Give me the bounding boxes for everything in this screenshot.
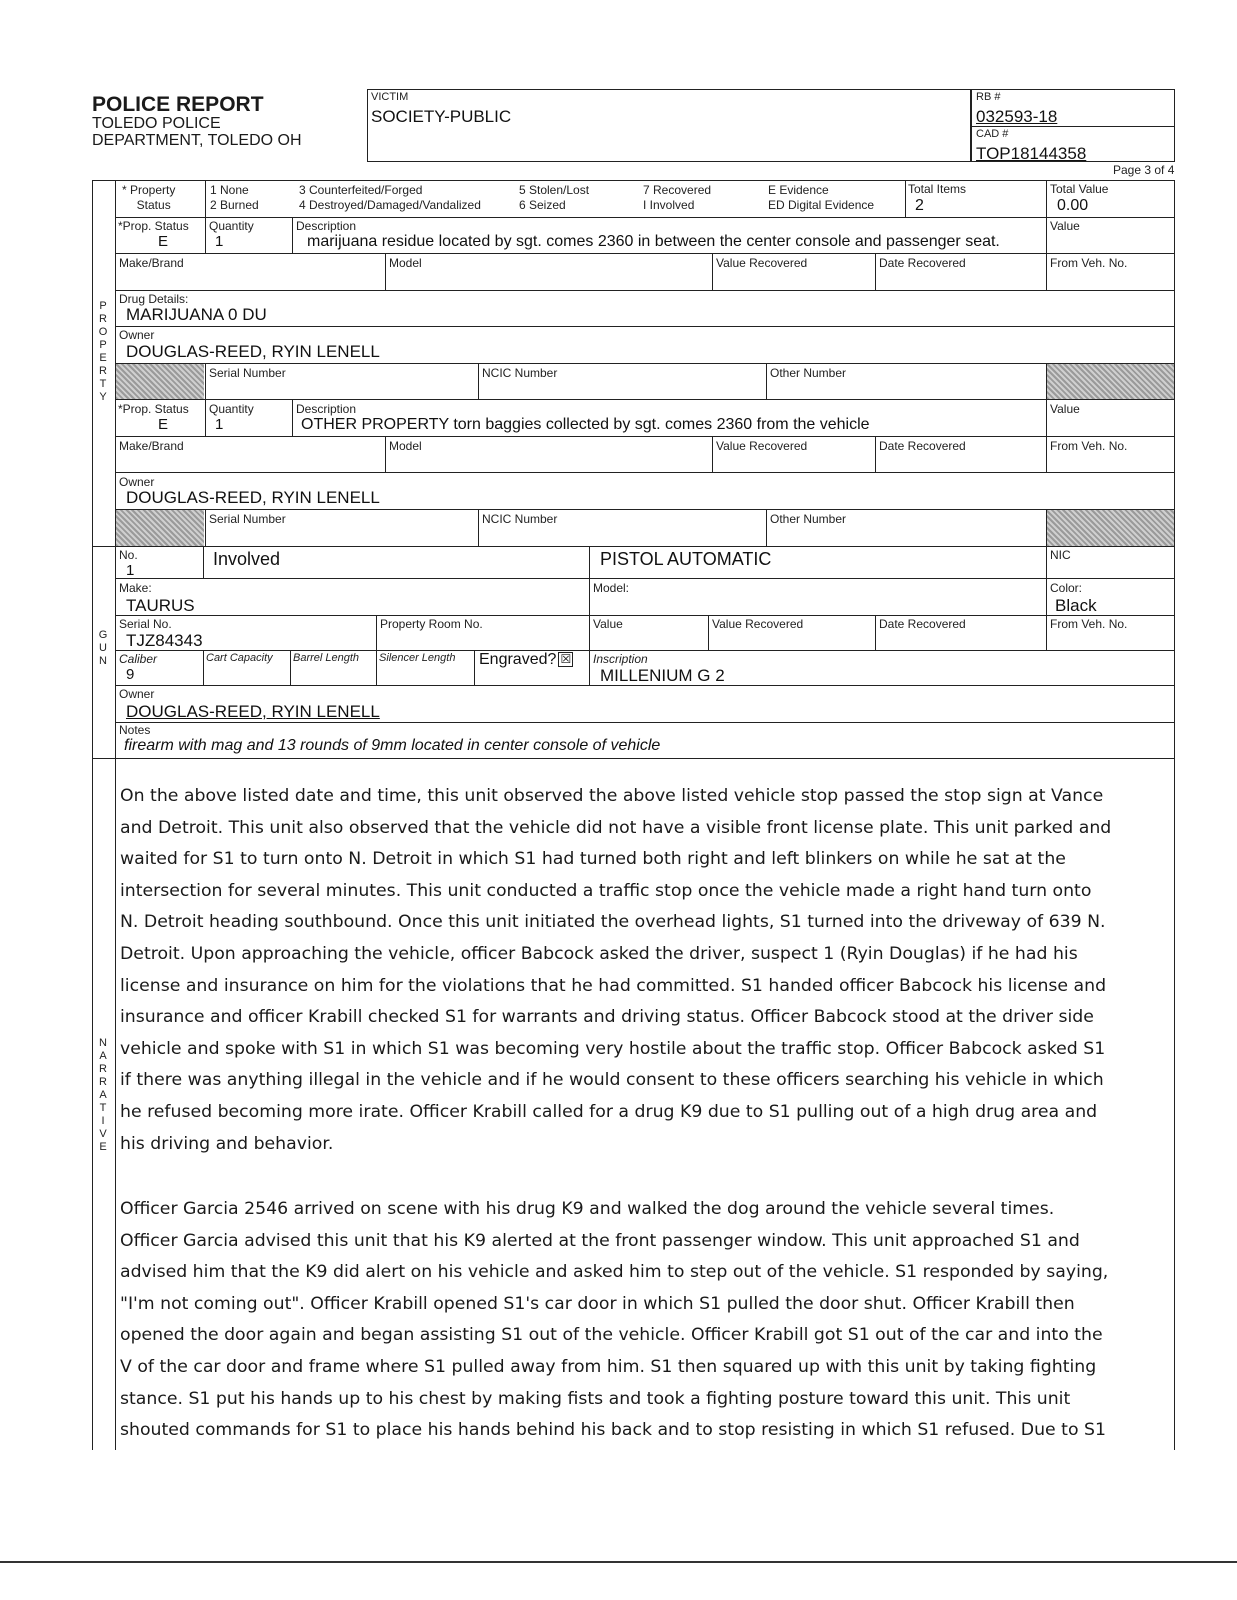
p1-owner-label: Owner	[119, 328, 155, 342]
gun-color-label: Color:	[1050, 581, 1083, 595]
p2-owner-label: Owner	[119, 475, 155, 489]
department-line-1: TOLEDO POLICE	[92, 115, 221, 132]
narrative-line: intersection for several minutes. This unit conducted a traffic stop once the vehicle made a right hand turn onto	[120, 880, 1092, 901]
p1-other-number-label: Other Number	[770, 366, 847, 380]
gun-property-room-label: Property Room No.	[380, 617, 483, 631]
department-line-2: DEPARTMENT, TOLEDO OH	[92, 132, 302, 149]
narrative-line: his driving and behavior.	[120, 1133, 334, 1154]
gun-value-recovered-label: Value Recovered	[712, 617, 804, 631]
p1-quantity-value: 1	[215, 233, 224, 250]
narrative-line: waited for S1 to turn onto N. Detroit in which S1 had turned both right and left blinkers on while he sat at the	[120, 849, 1066, 870]
narrative-line: opened the door again and began assisting S1 out of the vehicle. Officer Krabill got S1 out of the car and into the	[120, 1325, 1103, 1346]
gun-inscription-label: Inscription	[593, 652, 648, 666]
gun-inscription-value: MILLENIUM G 2	[600, 666, 725, 685]
p1-status-label: *Prop. Status	[118, 219, 189, 233]
p2-owner-value: DOUGLAS-REED, RYIN LENELL	[126, 488, 380, 507]
narrative-line: Detroit. Upon approaching the vehicle, officer Babcock asked the driver, suspect 1 (Ryin Douglas) if he had his	[120, 943, 1078, 964]
gun-owner-value: DOUGLAS-REED, RYIN LENELL	[126, 702, 380, 721]
p2-other-number-label: Other Number	[770, 512, 847, 526]
total-value-value: 0.00	[1057, 197, 1089, 214]
p2-value-label: Value	[1050, 402, 1080, 416]
p2-make-label: Make/Brand	[119, 439, 184, 453]
gun-date-recovered-label: Date Recovered	[879, 617, 966, 631]
gun-serial-label: Serial No.	[119, 617, 172, 631]
report-title: POLICE REPORT	[92, 93, 264, 116]
p2-ncic-label: NCIC Number	[482, 512, 558, 526]
p1-quantity-label: Quantity	[209, 219, 254, 233]
status-code-4: 4 Destroyed/Damaged/Vandalized	[299, 198, 481, 212]
p1-value-label: Value	[1050, 219, 1080, 233]
p2-description-label: Description	[296, 402, 357, 416]
p2-from-veh-label: From Veh. No.	[1050, 439, 1128, 453]
narrative-line: shouted commands for S1 to place his hands behind his back and to stop resisting in which S1 refused. Due to S1	[120, 1420, 1106, 1441]
p2-description-value: OTHER PROPERTY torn baggies collected by sgt. comes 2360 from the vehicle	[301, 416, 870, 433]
page-bottom-rule	[0, 1561, 1237, 1563]
cad-label: CAD #	[976, 128, 1009, 140]
p1-drug-value: MARIJUANA 0 DU	[126, 305, 267, 324]
p1-from-veh-label: From Veh. No.	[1050, 256, 1128, 270]
gun-color-value: Black	[1055, 596, 1097, 615]
gun-no-label: No.	[119, 548, 138, 562]
narrative-line: he refused becoming more irate. Officer Krabill called for a drug K9 due to S1 pulling out of a high drug area and	[120, 1101, 1098, 1122]
gun-owner-label: Owner	[119, 687, 155, 701]
p1-description-label: Description	[296, 219, 357, 233]
narrative-line: advised him that the K9 did alert on his vehicle and asked him to step out of the vehicle. S1 responded by saying,	[120, 1262, 1109, 1283]
p1-shaded-cell-left	[116, 364, 204, 399]
gun-model-label: Model:	[593, 581, 630, 595]
narrative-line: N. Detroit heading southbound. Once this unit initiated the overhead lights, S1 turned into the driveway of 639 N.	[120, 912, 1106, 933]
status-code-e: E Evidence	[768, 183, 829, 197]
p1-date-recovered-label: Date Recovered	[879, 256, 966, 270]
p2-serial-label: Serial Number	[209, 512, 286, 526]
p2-quantity-label: Quantity	[209, 402, 254, 416]
property-section-label: P R O P E R T Y	[98, 300, 108, 403]
narrative-section-label: N A R R A T I V E	[99, 1037, 107, 1153]
status-code-1: 1 None	[210, 183, 249, 197]
narrative-line: Officer Garcia 2546 arrived on scene with his drug K9 and walked the dog around the vehicle several times.	[120, 1199, 1055, 1219]
gun-section-label: G U N	[98, 629, 108, 667]
gun-from-veh-label: From Veh. No.	[1050, 617, 1128, 631]
status-legend-label: * Property Status	[122, 183, 176, 212]
gun-serial-value: TJZ84343	[126, 631, 203, 650]
status-code-5: 5 Stolen/Lost	[519, 183, 590, 197]
narrative-line: if there was anything illegal in the vehicle and if he would consent to these officers searching his vehicle in which	[120, 1070, 1104, 1091]
narrative-line: and Detroit. This unit also observed that the vehicle did not have a visible front license plate. This unit parked and	[120, 817, 1112, 838]
p2-status-value: E	[158, 416, 169, 433]
gun-barrel-length-label: Barrel Length	[293, 652, 360, 664]
gun-nic-label: NIC	[1050, 548, 1071, 562]
gun-notes-value: firearm with mag and 13 rounds of 9mm located in center console of vehicle	[124, 737, 661, 754]
status-code-2: 2 Burned	[210, 198, 259, 212]
rb-number: 032593-18	[976, 107, 1058, 126]
p1-description-value: marijuana residue located by sgt. comes 2360 in between the center console and passenger seat.	[307, 233, 1000, 250]
p1-shaded-cell-right	[1047, 364, 1174, 399]
p1-ncic-label: NCIC Number	[482, 366, 558, 380]
engraved-checkbox[interactable]: ☒	[558, 652, 573, 667]
p2-date-recovered-label: Date Recovered	[879, 439, 966, 453]
status-code-6: 6 Seized	[519, 198, 566, 212]
narrative-line: license and insurance on him for the violations that he had committed. S1 handed officer Babcock his license and	[120, 975, 1107, 996]
gun-engraved-label: Engraved? ☒	[479, 651, 573, 669]
narrative-line: Officer Garcia advised this unit that his K9 alerted at the front passenger window. This unit approached S1 and	[120, 1230, 1080, 1251]
gun-caliber-label: Caliber	[119, 652, 158, 666]
gun-value-label: Value	[593, 617, 623, 631]
narrative-line: V of the car door and frame where S1 pulled away from him. S1 then squared up with this unit by taking fighting	[120, 1356, 1097, 1377]
gun-type-value: PISTOL AUTOMATIC	[600, 549, 772, 569]
p2-status-label: *Prop. Status	[118, 402, 189, 416]
p1-owner-value: DOUGLAS-REED, RYIN LENELL	[126, 342, 380, 361]
narrative-line: insurance and officer Krabill checked S1 for warrants and driving status. Officer Babcock stood at the driver side	[120, 1007, 1094, 1028]
total-items-label: Total Items	[908, 182, 967, 196]
status-code-3: 3 Counterfeited/Forged	[299, 183, 423, 197]
page-number: Page 3 of 4	[1113, 163, 1175, 177]
p1-serial-label: Serial Number	[209, 366, 286, 380]
gun-status-value: Involved	[213, 549, 281, 569]
p1-model-label: Model	[389, 256, 422, 270]
total-value-label: Total Value	[1050, 182, 1109, 196]
narrative-line: vehicle and spoke with S1 in which S1 was becoming very hostile about the traffic stop. Officer Babcock asked S1	[120, 1038, 1106, 1059]
gun-make-value: TAURUS	[126, 596, 195, 615]
narrative-paragraph-2	[120, 1194, 1172, 1447]
gun-make-label: Make:	[119, 581, 152, 595]
victim-label: VICTIM	[371, 91, 409, 103]
p2-model-label: Model	[389, 439, 422, 453]
cad-number: TOP18144358	[976, 144, 1087, 163]
narrative-paragraph-1	[120, 781, 1172, 1160]
victim-value: SOCIETY-PUBLIC	[371, 107, 512, 126]
p2-quantity-value: 1	[215, 416, 224, 433]
p2-shaded-cell-left	[116, 510, 204, 546]
gun-no-value: 1	[126, 562, 135, 579]
p2-value-recovered-label: Value Recovered	[716, 439, 808, 453]
total-items-value: 2	[915, 197, 924, 214]
gun-notes-label: Notes	[119, 723, 151, 737]
p1-status-value: E	[158, 233, 169, 250]
p2-shaded-cell-right	[1047, 510, 1174, 546]
narrative-line: "I'm not coming out". Officer Krabill opened S1's car door in which S1 pulled the door shut. Officer Krabill then	[120, 1293, 1075, 1314]
gun-caliber-value: 9	[126, 666, 135, 683]
p1-make-label: Make/Brand	[119, 256, 184, 270]
status-code-i: I Involved	[643, 198, 695, 212]
status-code-7: 7 Recovered	[643, 183, 712, 197]
p1-drug-label: Drug Details:	[119, 292, 189, 306]
narrative-line: stance. S1 put his hands up to his chest by making fists and took a fighting posture toward this unit. This unit	[120, 1388, 1071, 1409]
status-code-ed: ED Digital Evidence	[768, 198, 875, 212]
rb-label: RB #	[976, 91, 1001, 103]
narrative-line: On the above listed date and time, this unit observed the above listed vehicle stop passed the stop sign at Vance	[120, 786, 1104, 806]
p1-value-recovered-label: Value Recovered	[716, 256, 808, 270]
gun-cart-capacity-label: Cart Capacity	[206, 652, 273, 664]
gun-silencer-length-label: Silencer Length	[379, 652, 456, 664]
